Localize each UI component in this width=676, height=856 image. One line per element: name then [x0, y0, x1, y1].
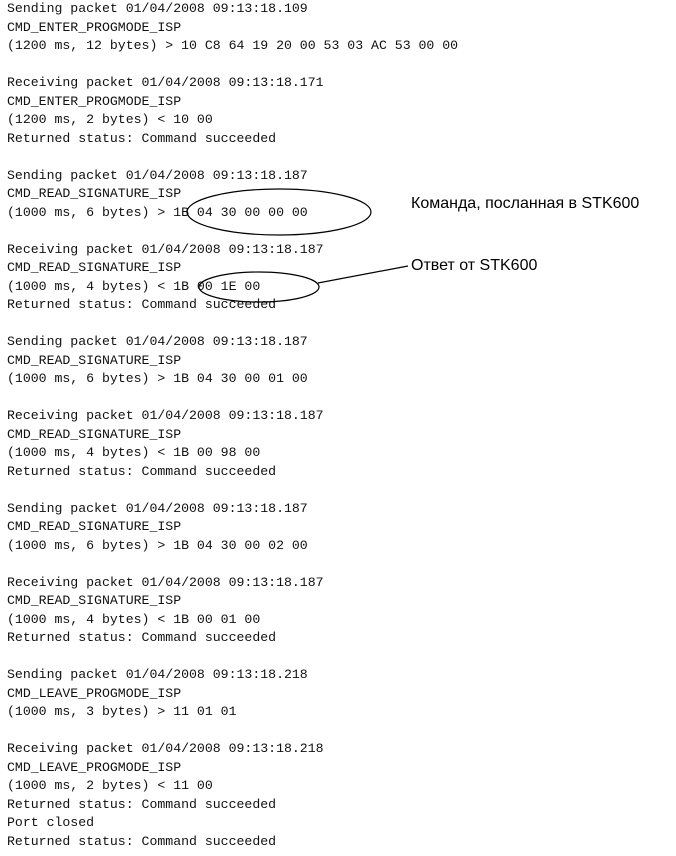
log-line: Receiving packet 01/04/2008 09:13:18.187: [7, 574, 324, 590]
log-line: CMD_READ_SIGNATURE_ISP: [7, 519, 182, 534]
log-line: CMD_READ_SIGNATURE_ISP: [7, 593, 182, 608]
log-line: (1000 ms, 6 bytes) > 1B 04 30 00 00 00: [7, 204, 308, 220]
log-line: Receiving packet 01/04/2008 09:13:18.187: [7, 241, 324, 257]
log-line: (1000 ms, 6 bytes) > 1B 04 30 00 01 00: [7, 371, 308, 386]
log-line: Returned status: Command succeeded: [7, 833, 277, 849]
log-line: (1000 ms, 6 bytes) > 1B 04 30 00 02 00: [7, 537, 308, 553]
log-line: Sending packet 01/04/2008 09:13:18.187: [7, 167, 308, 183]
log-line: CMD_ENTER_PROGMODE_ISP: [7, 93, 182, 109]
log-line: CMD_READ_SIGNATURE_ISP: [7, 352, 182, 368]
log-line: Port closed: [7, 815, 95, 830]
command-highlight-ellipse: [187, 189, 371, 235]
log-line: CMD_LEAVE_PROGMODE_ISP: [7, 759, 182, 775]
log-line: CMD_ENTER_PROGMODE_ISP: [7, 19, 182, 35]
log-line: Returned status: Command succeeded: [7, 463, 277, 479]
log-line: (1000 ms, 3 bytes) > 11 01 01: [7, 704, 237, 719]
log-line: Receiving packet 01/04/2008 09:13:18.187: [7, 408, 324, 423]
log-line: Receiving packet 01/04/2008 09:13:18.218: [7, 741, 324, 756]
log-line: (1000 ms, 4 bytes) < 1B 00 1E 00: [7, 278, 261, 294]
response-leader-line: [318, 266, 408, 283]
log-line: (1000 ms, 4 bytes) < 1B 00 01 00: [7, 611, 261, 627]
log-line: Sending packet 01/04/2008 09:13:18.187: [7, 334, 308, 349]
log-line: Sending packet 01/04/2008 09:13:18.187: [7, 500, 308, 516]
log-line: CMD_LEAVE_PROGMODE_ISP: [7, 685, 182, 701]
log-line: Sending packet 01/04/2008 09:13:18.218: [7, 667, 308, 682]
log-line: (1200 ms, 12 bytes) > 10 C8 64 19 20 00 53 03 AC 53 00 00: [7, 38, 459, 53]
log-line: CMD_READ_SIGNATURE_ISP: [7, 426, 182, 442]
log-line: Returned status: Command succeeded: [7, 796, 277, 812]
log-line: (1000 ms, 2 bytes) < 11 00: [7, 778, 213, 793]
log-line: CMD_READ_SIGNATURE_ISP: [7, 186, 182, 201]
response-highlight-ellipse: [199, 272, 319, 302]
log-line: Receiving packet 01/04/2008 09:13:18.171: [7, 75, 324, 90]
log-line: Returned status: Command succeeded: [7, 630, 277, 645]
log-line: CMD_READ_SIGNATURE_ISP: [7, 260, 182, 275]
log-line: (1000 ms, 4 bytes) < 1B 00 98 00: [7, 445, 261, 460]
log-line: Sending packet 01/04/2008 09:13:18.109: [7, 1, 308, 16]
log-line: Returned status: Command succeeded: [7, 297, 277, 312]
command-annotation-label: Команда, посланная в STK600: [411, 195, 640, 212]
log-line: (1200 ms, 2 bytes) < 10 00: [7, 112, 213, 127]
response-annotation-label: Ответ от STK600: [411, 257, 538, 274]
log-line: Returned status: Command succeeded: [7, 130, 277, 146]
